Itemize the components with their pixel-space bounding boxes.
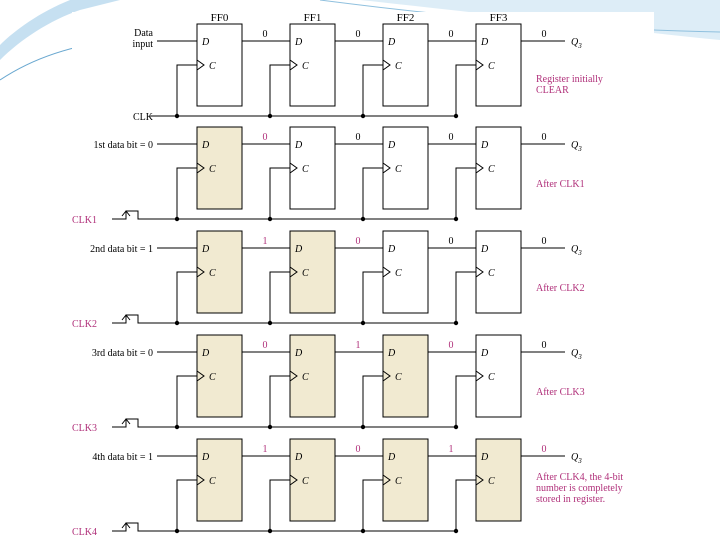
bit-value: 0 bbox=[448, 340, 454, 351]
pin-d-label: D bbox=[295, 140, 303, 151]
stage-note: Register initially bbox=[536, 74, 603, 85]
pin-d-label: D bbox=[481, 452, 489, 463]
clock-junction-dot bbox=[175, 217, 179, 221]
clock-feed-wire bbox=[270, 65, 290, 116]
pin-d-label: D bbox=[202, 140, 210, 151]
pin-d-label: D bbox=[295, 348, 303, 359]
pin-c-label: C bbox=[302, 476, 309, 487]
stage-note: After CLK2 bbox=[536, 283, 585, 294]
pin-c-label: C bbox=[395, 372, 402, 383]
bit-value: 0 bbox=[541, 340, 547, 351]
input-label: 2nd data bit = 1 bbox=[90, 244, 153, 255]
bit-value: 1 bbox=[262, 444, 268, 455]
clock-feed-wire bbox=[363, 480, 383, 531]
bit-value: 0 bbox=[448, 29, 454, 40]
q3-output-label: $Q_3$ bbox=[571, 37, 582, 50]
clock-feed-wire bbox=[456, 376, 476, 427]
q3-output-label: $Q_3$ bbox=[571, 348, 582, 361]
pin-c-label: C bbox=[209, 268, 216, 279]
q3-subscript: 3 bbox=[578, 457, 582, 465]
bit-value: 0 bbox=[262, 132, 268, 143]
stage-note: stored in register. bbox=[536, 494, 606, 505]
clock-label: CLK4 bbox=[72, 527, 97, 538]
input-label: input bbox=[132, 39, 153, 50]
bit-value: 0 bbox=[262, 29, 268, 40]
clock-feed-wire bbox=[363, 376, 383, 427]
input-label: 1st data bit = 0 bbox=[93, 140, 153, 151]
stage-note: After CLK1 bbox=[536, 179, 585, 190]
ff-header-ff3: FF3 bbox=[489, 12, 508, 24]
ff-header-ff1: FF1 bbox=[303, 12, 322, 24]
pin-d-label: D bbox=[481, 348, 489, 359]
pin-c-label: C bbox=[209, 61, 216, 72]
clock-feed-wire bbox=[456, 65, 476, 116]
bit-value: 0 bbox=[541, 444, 547, 455]
clock-junction-dot bbox=[175, 529, 179, 533]
clock-label: CLK2 bbox=[72, 319, 97, 330]
q3-output-label: $Q_3$ bbox=[571, 140, 582, 153]
clock-junction-dot bbox=[175, 114, 179, 118]
q3-output-label: $Q_3$ bbox=[571, 452, 582, 465]
bit-value: 0 bbox=[541, 29, 547, 40]
q3-subscript: 3 bbox=[578, 145, 582, 153]
clock-junction-dot bbox=[361, 529, 365, 533]
pin-c-label: C bbox=[302, 268, 309, 279]
pin-c-label: C bbox=[488, 268, 495, 279]
pin-c-label: C bbox=[209, 476, 216, 487]
clock-feed-wire bbox=[177, 65, 197, 116]
q3-subscript: 3 bbox=[578, 42, 582, 50]
bit-value: 0 bbox=[541, 236, 547, 247]
bit-value: 0 bbox=[355, 444, 361, 455]
pin-d-label: D bbox=[481, 244, 489, 255]
stage-note: number is completely bbox=[536, 483, 623, 494]
stage-4 bbox=[72, 439, 623, 538]
q3-subscript: 3 bbox=[578, 249, 582, 257]
pin-d-label: D bbox=[202, 244, 210, 255]
clock-junction-dot bbox=[454, 321, 458, 325]
pin-d-label: D bbox=[202, 452, 210, 463]
clock-pulse-icon bbox=[112, 523, 150, 531]
bit-value: 0 bbox=[448, 236, 454, 247]
pin-c-label: C bbox=[302, 61, 309, 72]
bit-value: 0 bbox=[448, 132, 454, 143]
clock-feed-wire bbox=[363, 272, 383, 323]
clock-feed-wire bbox=[270, 376, 290, 427]
clock-junction-dot bbox=[175, 321, 179, 325]
clock-pulse-icon bbox=[112, 211, 150, 219]
clock-junction-dot bbox=[361, 425, 365, 429]
pin-d-label: D bbox=[295, 452, 303, 463]
clock-junction-dot bbox=[268, 425, 272, 429]
stage-1 bbox=[72, 127, 585, 226]
clock-label: CLK1 bbox=[72, 215, 97, 226]
bit-value: 0 bbox=[355, 29, 361, 40]
clock-junction-dot bbox=[268, 217, 272, 221]
clock-junction-dot bbox=[268, 529, 272, 533]
clock-label: CLK3 bbox=[72, 423, 97, 434]
pin-c-label: C bbox=[302, 164, 309, 175]
bit-value: 1 bbox=[448, 444, 454, 455]
clock-feed-wire bbox=[456, 272, 476, 323]
pin-d-label: D bbox=[388, 348, 396, 359]
bit-value: 0 bbox=[262, 340, 268, 351]
clock-feed-wire bbox=[270, 272, 290, 323]
stage-note: After CLK4, the 4-bit bbox=[536, 472, 624, 483]
ff-header-ff0: FF0 bbox=[210, 12, 229, 24]
pin-c-label: C bbox=[395, 476, 402, 487]
q3-output-label: $Q_3$ bbox=[571, 244, 582, 257]
pin-c-label: C bbox=[302, 372, 309, 383]
clock-feed-wire bbox=[456, 480, 476, 531]
clock-junction-dot bbox=[454, 217, 458, 221]
pin-d-label: D bbox=[388, 244, 396, 255]
pin-d-label: D bbox=[202, 348, 210, 359]
pin-c-label: C bbox=[395, 61, 402, 72]
bit-value: 0 bbox=[355, 132, 361, 143]
clock-junction-dot bbox=[454, 529, 458, 533]
clock-junction-dot bbox=[175, 425, 179, 429]
clock-feed-wire bbox=[456, 168, 476, 219]
clock-feed-wire bbox=[270, 480, 290, 531]
stage-2 bbox=[72, 231, 585, 330]
clock-junction-dot bbox=[454, 114, 458, 118]
pin-d-label: D bbox=[295, 244, 303, 255]
clock-junction-dot bbox=[268, 321, 272, 325]
clock-feed-wire bbox=[270, 168, 290, 219]
clock-junction-dot bbox=[361, 114, 365, 118]
pin-d-label: D bbox=[481, 37, 489, 48]
pin-c-label: C bbox=[488, 164, 495, 175]
clock-pulse-icon bbox=[112, 419, 150, 427]
input-label: Data bbox=[134, 28, 153, 39]
stage-0 bbox=[132, 24, 603, 123]
pin-d-label: D bbox=[388, 452, 396, 463]
clock-feed-wire bbox=[177, 168, 197, 219]
clock-feed-wire bbox=[177, 480, 197, 531]
clock-junction-dot bbox=[454, 425, 458, 429]
clock-label: CLK bbox=[133, 112, 153, 123]
clock-junction-dot bbox=[268, 114, 272, 118]
q3-subscript: 3 bbox=[578, 353, 582, 361]
input-label: 3rd data bit = 0 bbox=[91, 348, 153, 359]
pin-c-label: C bbox=[395, 268, 402, 279]
clock-junction-dot bbox=[361, 217, 365, 221]
bit-value: 1 bbox=[355, 340, 361, 351]
pin-d-label: D bbox=[388, 140, 396, 151]
bit-value: 0 bbox=[355, 236, 361, 247]
bit-value: 1 bbox=[262, 236, 268, 247]
clock-pulse-icon bbox=[112, 315, 150, 323]
stage-note: CLEAR bbox=[536, 85, 569, 96]
bit-value: 0 bbox=[541, 132, 547, 143]
pin-c-label: C bbox=[209, 372, 216, 383]
stage-note: After CLK3 bbox=[536, 387, 585, 398]
pin-c-label: C bbox=[488, 372, 495, 383]
pin-d-label: D bbox=[481, 140, 489, 151]
ff-header-ff2: FF2 bbox=[396, 12, 415, 24]
clock-feed-wire bbox=[363, 168, 383, 219]
pin-c-label: C bbox=[209, 164, 216, 175]
pin-c-label: C bbox=[395, 164, 402, 175]
clock-feed-wire bbox=[177, 272, 197, 323]
pin-d-label: D bbox=[388, 37, 396, 48]
clock-feed-wire bbox=[363, 65, 383, 116]
pin-d-label: D bbox=[295, 37, 303, 48]
pin-c-label: C bbox=[488, 61, 495, 72]
stage-3 bbox=[72, 335, 585, 434]
pin-d-label: D bbox=[202, 37, 210, 48]
clock-junction-dot bbox=[361, 321, 365, 325]
input-label: 4th data bit = 1 bbox=[92, 452, 153, 463]
clock-feed-wire bbox=[177, 376, 197, 427]
pin-c-label: C bbox=[488, 476, 495, 487]
